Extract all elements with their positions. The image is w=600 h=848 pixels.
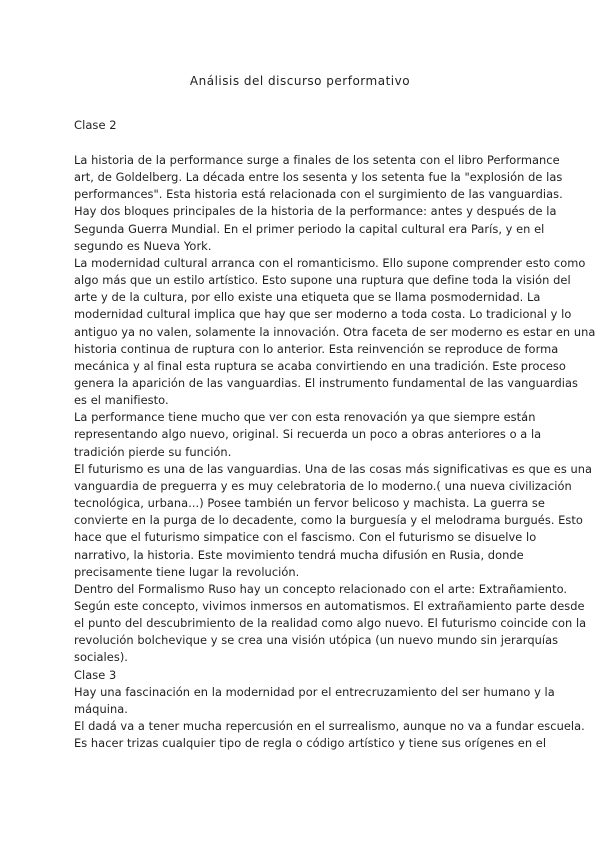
text-line: Según este concepto, vivimos inmersos en automatismos. El extrañamiento parte desde bbox=[74, 598, 585, 613]
text-line: El futurismo es una de las vanguardias. Una de las cosas más significativas es que es una bbox=[74, 461, 593, 476]
text-line: La modernidad cultural arranca con el romanticismo. Ello supone comprender esto como bbox=[74, 255, 586, 270]
text-line: Es hacer trizas cualquier tipo de regla o código artístico y tiene sus orígenes en el bbox=[74, 736, 547, 751]
text-line: algo más que un estilo artístico. Esto supone una ruptura que define toda la visión del bbox=[74, 273, 571, 287]
text-line: el punto del descubrimiento de la realidad como algo nuevo. El futurismo coincide con la bbox=[74, 616, 587, 630]
text-line: tradición pierde su función. bbox=[74, 444, 232, 459]
text-line: es el manifiesto. bbox=[74, 393, 169, 408]
text-line: La performance tiene mucho que ver con esta renovación ya que siempre están bbox=[74, 410, 536, 425]
text-line: tecnológica, urbana...) Posee también un fervor belicoso y machista. La guerra se bbox=[74, 496, 545, 510]
text-line: precisamente tiene lugar la revolución. bbox=[74, 564, 300, 579]
text-line: modernidad cultural implica que hay que ser moderno a toda costa. Lo tradicional y lo bbox=[74, 307, 572, 322]
text-line: máquina. bbox=[74, 701, 128, 716]
text-line: Segunda Guerra Mundial. En el primer periodo la capital cultural era París, y en el bbox=[74, 221, 545, 236]
text-line: antiguo ya no valen, solamente la innovación. Otra faceta de ser moderno es estar en una bbox=[74, 324, 596, 339]
document-title: Análisis del discurso performativo bbox=[189, 74, 411, 88]
text-line: revolución bolchevique y se crea una visión utópica (un nuevo mundo sin jerarquías bbox=[74, 633, 559, 648]
text-line: convierte en la purga de lo decadente, como la burguesía y el melodrama burgués. Esto bbox=[74, 513, 583, 528]
text-line: arte y de la cultura, por ello existe una etiqueta que se llama posmodernidad. La bbox=[74, 290, 541, 305]
text-line: genera la aparición de las vanguardias. El instrumento fundamental de las vanguardias bbox=[74, 375, 578, 390]
text-line: Clase 3 bbox=[74, 667, 117, 682]
class-heading: Clase 2 bbox=[74, 118, 117, 132]
text-line: historia continua de ruptura con lo anterior. Esta reinvención se reproduce de forma bbox=[74, 341, 559, 356]
text-line: performances". Esta historia está relacionada con el surgimiento de las vanguardias. bbox=[74, 187, 563, 202]
text-line: Hay dos bloques principales de la historia de la performance: antes y después de la bbox=[74, 204, 557, 219]
text-line: Hay una fascinación en la modernidad por el entrecruzamiento del ser humano y la bbox=[74, 684, 555, 699]
text-line: La historia de la performance surge a finales de los setenta con el libro Performance bbox=[74, 153, 560, 167]
text-line: El dadá va a tener mucha repercusión en el surrealismo, aunque no va a fundar escuela. bbox=[74, 718, 585, 733]
text-line: Dentro del Formalismo Ruso hay un concepto relacionado con el arte: Extrañamiento. bbox=[74, 581, 568, 596]
text-line: art, de Goldelberg. La década entre los sesenta y los setenta fue la "explosión de las bbox=[74, 170, 563, 185]
text-line: hace que el futurismo simpatice con el fascismo. Con el futurismo se disuelve lo bbox=[74, 530, 537, 545]
text-line: segundo es Nueva York. bbox=[74, 238, 212, 253]
text-line: representando algo nuevo, original. Si recuerda un poco a obras anteriores o a la bbox=[74, 427, 542, 442]
text-line: vanguardia de preguerra y es muy celebratoria de lo moderno.( una nueva civilización bbox=[74, 478, 572, 493]
text-line: sociales). bbox=[74, 650, 128, 665]
text-line: narrativo, la historia. Este movimiento tendrá mucha difusión en Rusia, donde bbox=[74, 547, 524, 562]
text-line: mecánica y al final esta ruptura se acaba convirtiendo en una tradición. Este proceso bbox=[74, 358, 566, 373]
